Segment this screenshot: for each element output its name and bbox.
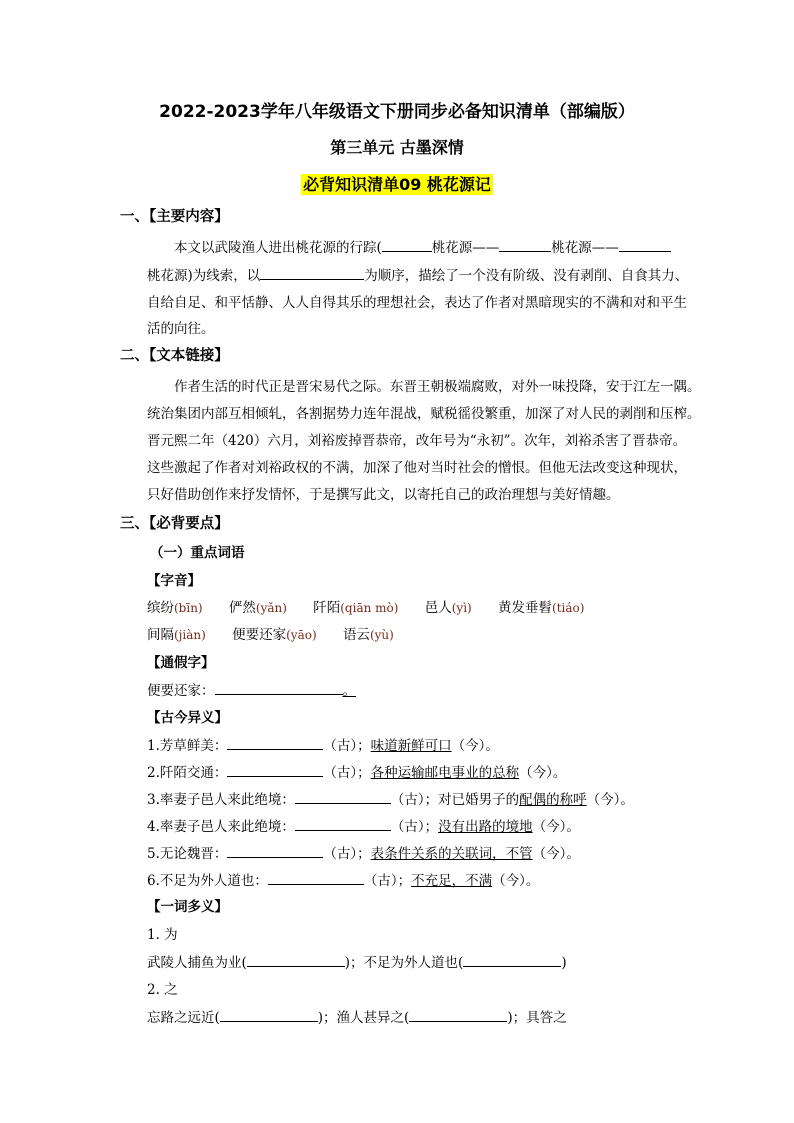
subtitle-banner xyxy=(0,172,794,195)
gujin-heading: 【古今异义】 xyxy=(147,710,228,726)
pronunciation-item: 黄发垂髫(tiáo) xyxy=(498,600,585,616)
pronunciation-item: 阡陌(qiān mò) xyxy=(313,600,399,616)
text-fragment: 桃花源—— xyxy=(551,240,619,256)
fill-blank[interactable] xyxy=(227,762,323,777)
polysemy-item: 忘路之远近( )；渔人甚异之( )；具答之 xyxy=(147,1007,567,1028)
fill-blank[interactable] xyxy=(260,265,364,280)
text-fragment: 。 xyxy=(342,683,356,699)
ziyin-heading: 【字音】 xyxy=(147,573,201,589)
paragraph-line: 自给自足、和平恬静、人人自得其乐的理想社会，表达了作者对黑暗现实的不满和对和平生 xyxy=(147,295,687,311)
fill-blank[interactable] xyxy=(382,237,432,252)
section-heading-main-content: 一、【主要内容】 xyxy=(120,209,229,225)
pronunciation-row xyxy=(147,598,584,618)
pronunciation-item: 间隔(jiàn) xyxy=(147,627,206,643)
paragraph-line: 作者生活的时代正是晋宋易代之际。东晋王朝极端腐败，对外一味投降，安于江左一隅。 xyxy=(174,379,701,395)
text-fragment: 本文以武陵渔人进出桃花源的行踪( xyxy=(174,240,382,256)
pronunciation-item: 俨然(yǎn) xyxy=(228,600,287,616)
yici-heading: 【一词多义】 xyxy=(147,899,228,915)
polysemy-item: 武陵人捕鱼为业( )；不足为外人道也( ) xyxy=(147,952,567,973)
fill-blank[interactable] xyxy=(409,1007,507,1022)
tongjia-item xyxy=(147,680,356,701)
fill-blank[interactable] xyxy=(227,843,323,858)
subsection-heading: （一）重点词语 xyxy=(150,545,245,561)
pronunciation-item: 语云(yù) xyxy=(342,627,394,643)
fill-blank[interactable] xyxy=(619,237,671,252)
word-label: 2. 之 xyxy=(147,982,178,998)
gujin-item: 5.无论魏晋： （古）；表条件关系的关联词，不管（今）。 xyxy=(147,843,580,864)
fill-blank[interactable] xyxy=(295,816,391,831)
paragraph-line: 统治集团内部互相倾轧，各割据势力连年混战，赋税徭役繁重，加深了对人民的剥削和压榨。 xyxy=(147,406,701,422)
paragraph-line: 晋元熙二年（420）六月，刘裕废掉晋恭帝，改年号为“永初”。次年，刘裕杀害了晋恭帝。 xyxy=(147,433,687,449)
paragraph-line: 只好借助创作来抒发情怀，于是撰写此文，以寄托自己的政治理想与美好情趣。 xyxy=(147,487,620,503)
paragraph-line xyxy=(147,265,688,286)
text-fragment: 桃花源—— xyxy=(431,240,500,256)
fill-blank[interactable] xyxy=(220,1007,318,1022)
gujin-item: 6.不足为外人道也： （古）；不充足，不满（今）。 xyxy=(147,870,539,891)
text-fragment: 为顺序，描绘了一个没有阶级、没有剥削、自食其力、 xyxy=(364,268,689,284)
section-heading-key-points: 三、【必背要点】 xyxy=(120,516,229,532)
text-fragment: 桃花源)为线索，以 xyxy=(147,268,261,284)
tongjia-heading: 【通假字】 xyxy=(147,655,215,671)
paragraph-line: 这些激起了作者对刘裕政权的不满，加深了他对当时社会的憎恨。但他无法改变这种现状， xyxy=(147,460,687,476)
fill-blank[interactable] xyxy=(295,789,391,804)
section-heading-text-link: 二、【文本链接】 xyxy=(120,348,229,364)
paragraph-line: 活的向往。 xyxy=(147,321,215,337)
page-title: 2022-2023学年八年级语文下册同步必备知识清单（部编版） xyxy=(159,102,635,122)
highlighted-subtitle: 必背知识清单09 桃花源记 xyxy=(303,175,491,194)
fill-blank[interactable] xyxy=(215,680,343,695)
pronunciation-item: 缤纷(bīn) xyxy=(147,600,203,616)
word-label: 1. 为 xyxy=(147,927,178,943)
gujin-item: 1.芳草鲜美： （古）；味道新鲜可口（今）。 xyxy=(147,735,499,756)
gujin-item: 4.率妻子邑人来此绝境： （古）；没有出路的境地（今）。 xyxy=(147,816,580,837)
pronunciation-item: 邑人(yì) xyxy=(424,600,472,616)
pronunciation-row xyxy=(147,625,394,645)
gujin-item: 3.率妻子邑人来此绝境： （古）；对已婚男子的配偶的称呼（今）。 xyxy=(147,789,634,810)
unit-title: 第三单元 古墨深情 xyxy=(330,138,464,157)
text-fragment: 便要还家： xyxy=(147,683,215,699)
fill-blank[interactable] xyxy=(499,237,551,252)
fill-blank[interactable] xyxy=(463,952,561,967)
fill-blank[interactable] xyxy=(268,870,364,885)
gujin-item: 2.阡陌交通： （古）；各种运输邮电事业的总称（今）。 xyxy=(147,762,566,783)
paragraph-line xyxy=(147,237,671,258)
pronunciation-item: 便要还家(yāo) xyxy=(232,627,317,643)
fill-blank[interactable] xyxy=(227,735,323,750)
fill-blank[interactable] xyxy=(247,952,345,967)
